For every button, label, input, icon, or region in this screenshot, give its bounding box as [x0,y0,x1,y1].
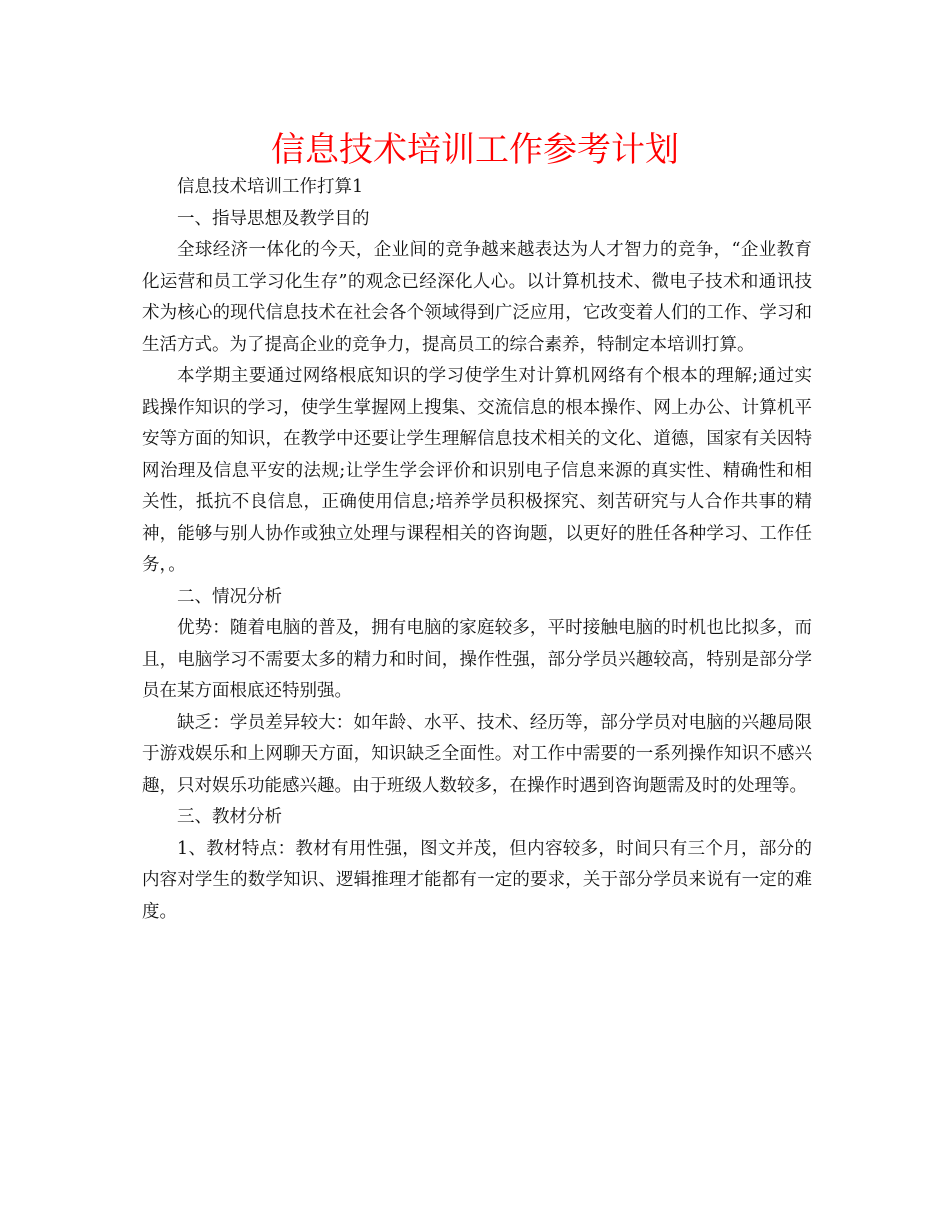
paragraph: 1、教材特点：教材有用性强，图文并茂，但内容较多，时间只有三个月，部分的内容对学生的数学知识、逻辑推理才能都有一定的要求，关于部分学员来说有一定的难度。 [142,838,812,922]
document-body [142,172,812,928]
document-title: 信息技术培训工作参考计划 [271,130,679,170]
heading-situation-analysis: 二、情况分析 [177,586,282,607]
paragraph: 优势：随着电脑的普及，拥有电脑的家庭较多，平时接触电脑的时机也比拟多，而且，电脑学习不需要太多的精力和时间，操作性强，部分学员兴趣较高，特别是部分学员在某方面根底还特别强。 [142,618,812,701]
heading-textbook-analysis: 三、教材分析 [177,807,282,827]
heading-guiding-ideas: 一、指导思想及教学目的 [177,208,370,229]
paragraph: 本学期主要通过网络根底知识的学习使学生对计算机网络有个根本的理解;通过实践操作知识的学习，使学生掌握网上搜集、交流信息的根本操作、网上办公、计算机平安等方面的知识，在教学中还要让学生理解信息技术相关的文化、道德，国家有关因特网治理及信息平安的法规;让学生学会评价和识别电子信息来源的真实性、精确性和相关性，抵抗不良信息，正确使用信息;培养学员积极探究、刻苦研究与人合作共事的精神，能够与别人协作或独立处理与课程相关的咨询题，以更好的胜任各种学习、工作任务，。 [142,366,812,575]
section-subtitle: 信息技术培训工作打算1 [177,177,364,197]
paragraph: 缺乏：学员差异较大：如年龄、水平、技术、经历等，部分学员对电脑的兴趣局限于游戏娱乐和上网聊天方面，知识缺乏全面性。对工作中需要的一系列操作知识不感兴趣，只对娱乐功能感兴趣。由于班级人数较多，在操作时遇到咨询题需及时的处理等。 [142,712,812,796]
paragraph: 全球经济一体化的今天，企业间的竞争越来越表达为人才智力的竞争，“企业教育化运营和员工学习化生存”的观念已经深化人心。以计算机技术、微电子技术和通讯技术为核心的现代信息技术在社会各个领域得到广泛应用，它改变着人们的工作、学习和生活方式。为了提高企业的竞争力，提高员工的综合素养，特制定本培训打算。 [142,240,812,355]
